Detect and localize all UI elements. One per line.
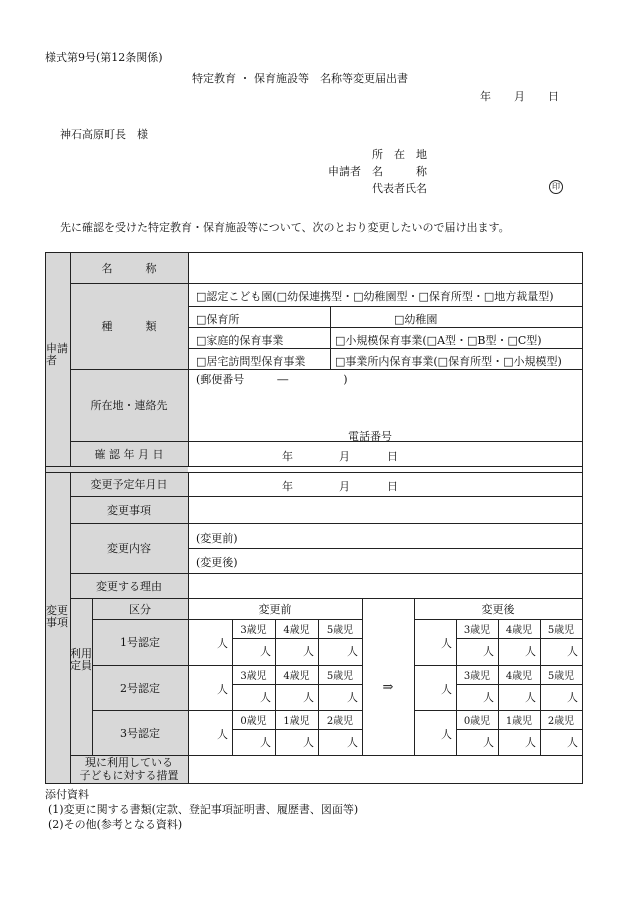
arrow-icon: ⇒ xyxy=(382,680,394,695)
cert-2-after-total-unit: 人 xyxy=(441,682,452,696)
cert-2-before-age-1: 4歳児 xyxy=(283,671,310,682)
name-label: 名 称 xyxy=(372,165,427,178)
cert-1-before-age-0-unit[interactable]: 人 xyxy=(260,645,271,658)
before-change-label: (変更前) xyxy=(196,532,238,545)
cert-1-after-age-0-unit[interactable]: 人 xyxy=(483,645,494,658)
confirm-date-label: 確 認 年 月 日 xyxy=(94,447,164,461)
facility-name-field[interactable] xyxy=(189,253,582,283)
seal-icon: 印 xyxy=(549,180,563,194)
cert-1-after-age-2: 5歳児 xyxy=(547,625,575,636)
quota-side-label: 利用定員 xyxy=(70,647,92,672)
quota-side-bg xyxy=(70,598,92,755)
cert-1-after-age-1-unit[interactable]: 人 xyxy=(525,645,536,658)
current-users-measures-label xyxy=(70,755,188,783)
cert-1-before-total-unit: 人 xyxy=(217,637,228,650)
attachment-item-1: (1)変更に関する書類(定款、登記事項証明書、履歴書、図面等) xyxy=(48,803,359,816)
after-change-label: (変更後) xyxy=(196,556,238,569)
type-kindergarten-option[interactable]: □幼稚園 xyxy=(394,313,438,326)
address-contact-label: 所在地・連絡先 xyxy=(90,399,168,412)
cert-1-label: 1号認定 xyxy=(120,636,160,649)
change-item-label: 変更事項 xyxy=(107,503,151,517)
date-year-label: 年 xyxy=(480,90,491,103)
addressee: 神石高原町長 様 xyxy=(60,128,148,141)
cert-2-before-total-unit: 人 xyxy=(217,682,228,696)
cert-2-after-age-1-unit[interactable]: 人 xyxy=(525,691,536,704)
cert-3-after-age-1: 1歳児 xyxy=(505,716,533,727)
date-month-label: 月 xyxy=(514,90,525,103)
intro-text: 先に確認を受けた特定教育・保育施設等について、次のとおり変更したいので届け出ます。 xyxy=(60,221,510,234)
cert-1-after-age-2-unit[interactable]: 人 xyxy=(567,645,578,658)
current-users-line2: 子どもに対する措置 xyxy=(79,769,179,782)
planned-day: 日 xyxy=(387,480,398,493)
planned-year: 年 xyxy=(282,480,293,493)
before-header: 変更前 xyxy=(258,602,292,616)
cert-3-after-age-1-unit[interactable]: 人 xyxy=(525,736,536,749)
cert-1-after-total-unit: 人 xyxy=(441,637,452,650)
cert-1-before-age-0: 3歳児 xyxy=(240,625,267,636)
cert-2-after-age-2: 5歳児 xyxy=(547,671,575,682)
cert-1-after-age-0: 3歳児 xyxy=(463,625,491,636)
representative-label: 代表者氏名 xyxy=(372,182,427,195)
facility-type-label: 種 類 xyxy=(101,320,157,333)
change-reason-label: 変更する理由 xyxy=(96,579,162,593)
cert-2-after-age-1: 4歳児 xyxy=(505,671,533,682)
cert-2-after-age-0: 3歳児 xyxy=(463,671,491,682)
cert-3-label: 3号認定 xyxy=(120,726,160,740)
change-content-label: 変更内容 xyxy=(107,542,151,555)
after-header: 変更後 xyxy=(481,602,515,616)
cert-3-before-age-0: 0歳児 xyxy=(240,716,267,727)
type-small-childcare-option[interactable]: □小規模保育事業(□A型・□B型・□C型) xyxy=(335,334,542,347)
cert-1-before-age-2: 5歳児 xyxy=(326,625,354,636)
cert-3-before-age-0-unit[interactable]: 人 xyxy=(260,736,271,749)
change-side-label: 変更事項 xyxy=(46,604,68,629)
cert-3-after-age-0-unit[interactable]: 人 xyxy=(483,736,494,749)
attachment-item-2: (2)その他(参考となる資料) xyxy=(48,818,183,831)
phone-number-label: 電話番号 xyxy=(348,430,392,443)
applicant-side-label: 申請者 xyxy=(46,342,68,367)
cert-3-before-age-2-unit[interactable]: 人 xyxy=(347,736,358,749)
cert-3-after-age-2: 2歳児 xyxy=(547,716,575,727)
cert-2-before-age-2: 5歳児 xyxy=(326,671,354,682)
cert-2-label: 2号認定 xyxy=(120,681,160,695)
type-home-visit-option[interactable]: □居宅訪問型保育事業 xyxy=(196,355,306,368)
cert-3-before-age-1-unit[interactable]: 人 xyxy=(303,736,314,749)
cert-3-before-total-unit: 人 xyxy=(217,727,228,741)
postal-code-field[interactable]: (郵便番号 ― ) xyxy=(196,373,348,386)
cert-2-before-age-0-unit[interactable]: 人 xyxy=(260,691,271,704)
type-home-childcare-option[interactable]: □家庭的保育事業 xyxy=(196,334,284,347)
cert-3-after-age-2-unit[interactable]: 人 xyxy=(567,736,578,749)
cert-2-before-age-2-unit[interactable]: 人 xyxy=(347,691,358,704)
type-certified-center-option[interactable]: □認定こども園(□幼保連携型・□幼稚園型・□保育所型・□地方裁量型) xyxy=(196,290,554,303)
planned-month: 月 xyxy=(339,480,350,493)
facility-name-label: 名 称 xyxy=(101,262,157,275)
planned-date-label: 変更予定年月日 xyxy=(90,478,168,491)
address-label: 所 在 地 xyxy=(372,148,427,161)
cert-2-after-age-0-unit[interactable]: 人 xyxy=(483,691,494,704)
cert-1-before-age-1-unit[interactable]: 人 xyxy=(303,645,314,658)
cert-1-before-age-1: 4歳児 xyxy=(283,625,310,636)
form-table xyxy=(45,252,583,784)
cert-3-before-age-1: 1歳児 xyxy=(283,716,310,727)
cert-2-before-age-1-unit[interactable]: 人 xyxy=(303,691,314,704)
form-number: 様式第9号(第12条関係) xyxy=(45,51,163,64)
confirm-year: 年 xyxy=(282,450,293,463)
confirm-day: 日 xyxy=(387,450,398,463)
confirm-month: 月 xyxy=(339,450,350,463)
attachments-title: 添付資料 xyxy=(45,788,89,801)
cert-3-after-age-0: 0歳児 xyxy=(463,716,491,727)
seal-mark xyxy=(549,179,563,194)
cert-1-before-age-2-unit[interactable]: 人 xyxy=(347,645,358,658)
cert-2-after-age-2-unit[interactable]: 人 xyxy=(567,691,578,704)
cert-3-after-total-unit: 人 xyxy=(441,727,452,741)
cert-1-after-age-1: 4歳児 xyxy=(505,625,533,636)
document-title: 特定教育 ・ 保育施設等 名称等変更届出書 xyxy=(192,72,408,85)
type-workplace-option[interactable]: □事業所内保育事業(□保育所型・□小規模型) xyxy=(335,355,562,368)
current-users-line1: 現に利用している xyxy=(85,756,173,769)
cert-3-before-age-2: 2歳児 xyxy=(326,716,354,727)
applicant-label: 申請者 xyxy=(328,165,361,178)
date-day-label: 日 xyxy=(548,90,559,103)
category-header: 区分 xyxy=(129,602,151,616)
type-nursery-option[interactable]: □保育所 xyxy=(196,313,240,326)
cert-2-before-age-0: 3歳児 xyxy=(240,671,267,682)
